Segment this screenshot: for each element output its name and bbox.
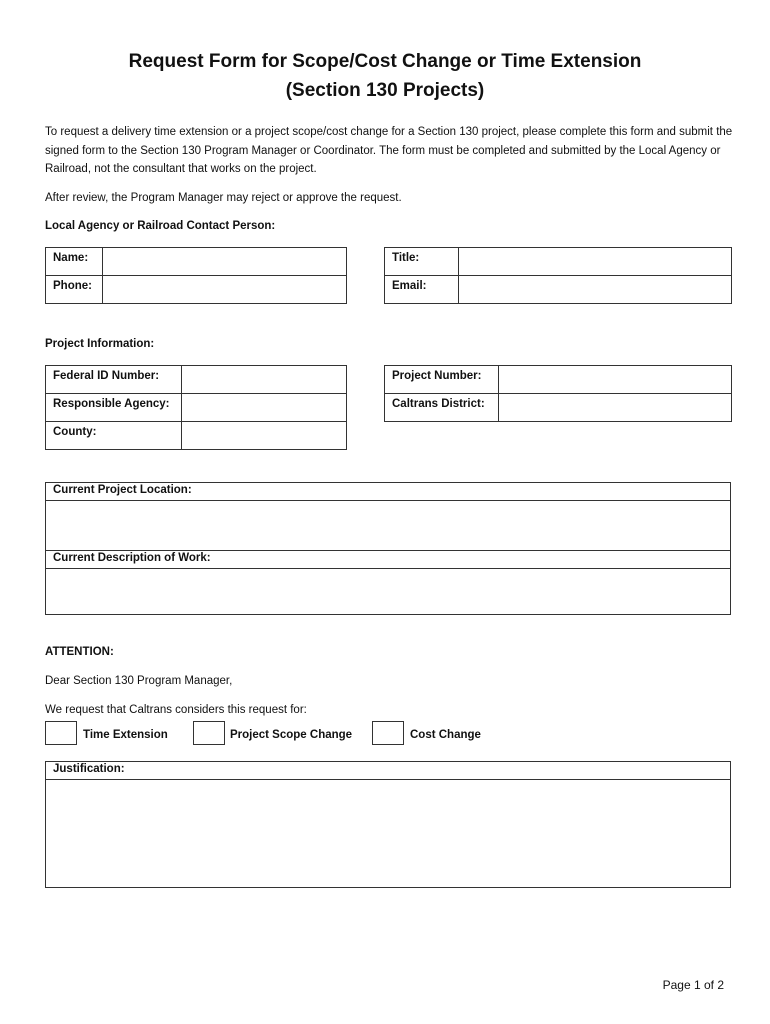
project-table-right [384,365,732,422]
cost-change-label: Cost Change [410,729,481,741]
phone-label: Phone: [46,276,103,304]
page-title: Request Form for Scope/Cost Change or Time Extension [128,51,642,72]
responsible-agency-field[interactable] [182,394,347,422]
caltrans-district-label: Caltrans District: [385,394,499,422]
description-field[interactable] [46,569,730,614]
location-field[interactable] [46,501,730,551]
federal-id-field[interactable] [182,366,347,394]
review-paragraph: After review, the Program Manager may reject or approve the request. [45,192,402,204]
request-line: We request that Caltrans considers this request for: [45,704,307,716]
cost-change-checkbox[interactable] [372,721,404,745]
county-label: County: [46,422,182,450]
federal-id-label: Federal ID Number: [46,366,182,394]
caltrans-district-field[interactable] [499,394,732,422]
name-label: Name: [46,248,103,276]
contact-table-right [384,247,732,304]
location-label: Current Project Location: [46,483,730,501]
justification-box [45,761,731,888]
page-number: Page 1 of 2 [662,978,724,992]
project-table-left [45,365,347,450]
email-label: Email: [385,276,459,304]
project-heading: Project Information: [45,338,155,350]
responsible-agency-label: Responsible Agency: [46,394,182,422]
contact-heading: Local Agency or Railroad Contact Person: [45,220,276,232]
justification-label: Justification: [46,762,730,780]
time-extension-checkbox[interactable] [45,721,77,745]
intro-paragraph: To request a delivery time extension or a project scope/cost change for a Section 130 project, please complete this form and submit the signed form to the Section 130 Program Manager or Coordinator. The form must be completed and submitted by the Local Agency or Railroad, not the consultant that works on the project. [45,126,733,175]
project-number-field[interactable] [499,366,732,394]
project-scope-change-checkbox[interactable] [193,721,225,745]
salutation: Dear Section 130 Program Manager, [45,675,233,687]
description-label: Current Description of Work: [46,551,730,569]
time-extension-label: Time Extension [83,729,168,741]
contact-table-left [45,247,347,304]
email-field[interactable] [459,276,732,304]
page-subtitle: (Section 130 Projects) [285,80,485,101]
title-label: Title: [385,248,459,276]
justification-field[interactable] [46,780,730,887]
phone-field[interactable] [103,276,347,304]
name-field[interactable] [103,248,347,276]
county-field[interactable] [182,422,347,450]
project-number-label: Project Number: [385,366,499,394]
title-field[interactable] [459,248,732,276]
attention-heading: ATTENTION: [45,646,114,658]
project-scope-change-label: Project Scope Change [230,729,353,741]
location-description-box [45,482,731,615]
